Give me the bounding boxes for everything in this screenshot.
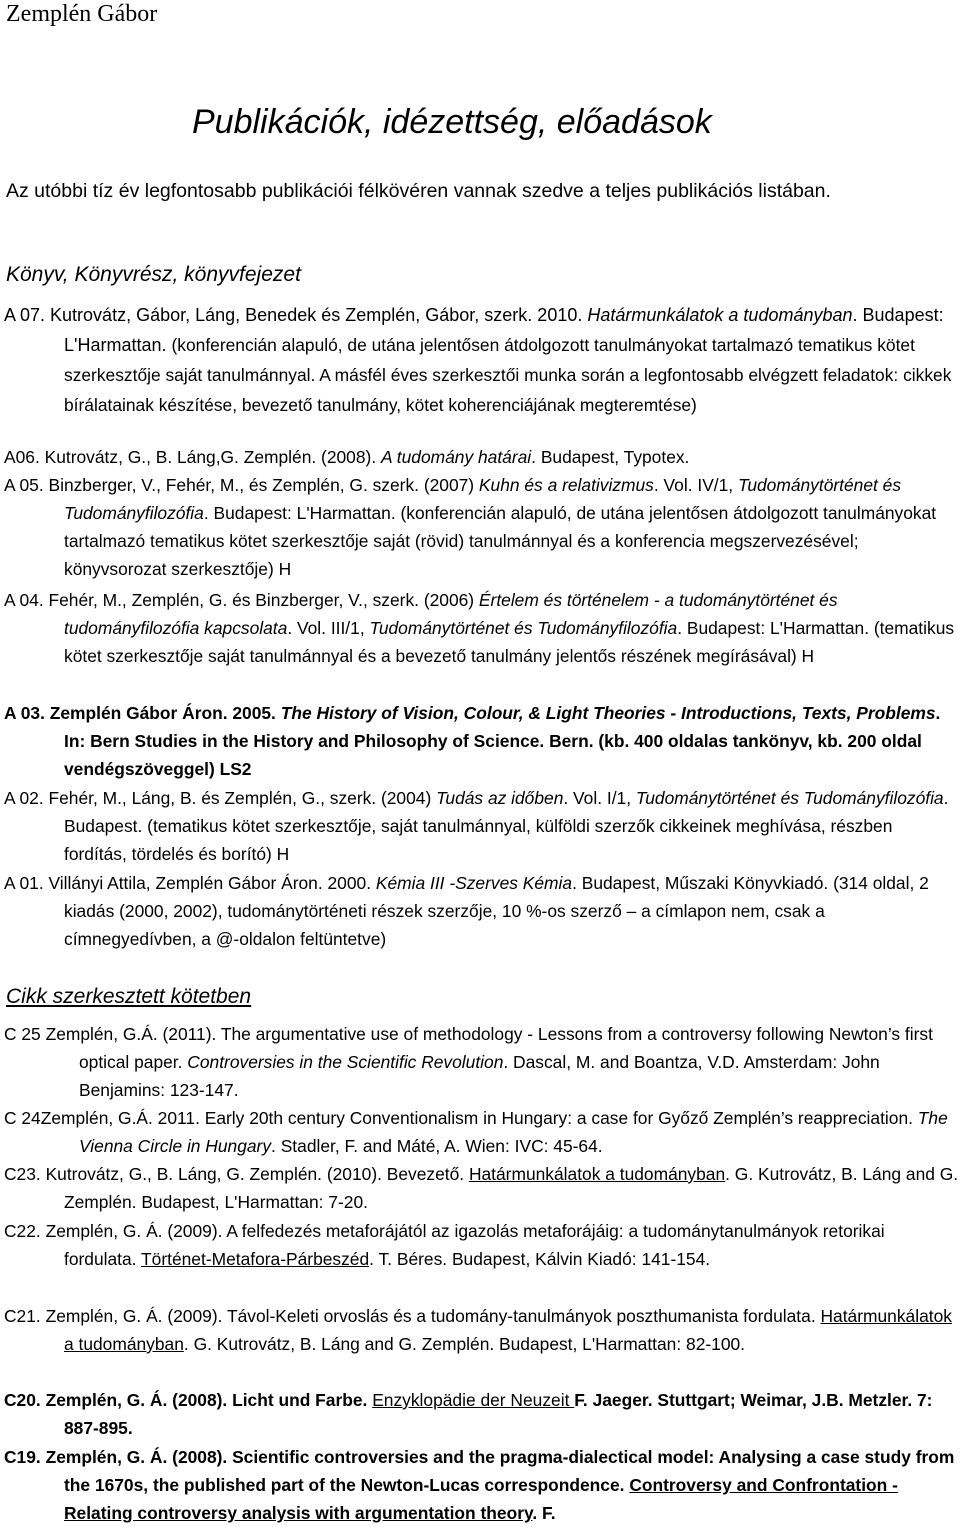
entry-text: . Budapest: L'Harmattan. — [64, 305, 944, 355]
entry-text: . Vol. IV/1, — [653, 475, 738, 495]
entry-text: A 05. Binzberger, V., Fehér, M., és Zemplén, G. szerk. (2007) — [4, 475, 479, 495]
entry-text: A 03. Zemplén Gábor Áron. 2005. — [4, 703, 281, 723]
entry-title: The History of Vision, Colour, & Light Theories - Introductions, Texts, Problems — [280, 703, 936, 723]
entry-book-link: Határmunkálatok a tudományban — [468, 1164, 726, 1184]
entry-text: A06. Kutrovátz, G., B. Láng,G. Zemplén. (2008). — [4, 447, 381, 467]
entry-book-link: Controversy and Confrontation - Relating controversy analysis with argumentation theory — [64, 1475, 898, 1523]
entry-text: . F. — [532, 1503, 556, 1523]
entry-series: Tudománytörténet és Tudományfilozófia — [369, 618, 678, 638]
entry-pages: : 141-154. — [631, 1249, 711, 1269]
entry-text: A 02. Fehér, M., Láng, B. és Zemplén, G., szerk. (2004) — [4, 788, 437, 808]
intro-paragraph: Az utóbbi tíz év legfontosabb publikációi félkövéren vannak szedve a teljes publikációs listában. — [6, 180, 831, 202]
entry-title: Határmunkálatok a tudományban — [587, 305, 853, 325]
entry-text: C22. Zemplén, G. Á. (2009). A felfedezés metaforájától az igazolás metaforájáig: a tudománytanulmányok retorikai fordulata. — [4, 1221, 885, 1269]
publication-entry-a06 — [4, 443, 959, 471]
publication-entry-c25 — [4, 1020, 959, 1104]
entry-text: C20. Zemplén, G. Á. (2008). Licht und Farbe. — [4, 1390, 373, 1410]
publication-entry-c22 — [4, 1217, 959, 1273]
publication-entry-c24 — [4, 1104, 959, 1160]
entry-text: . Budapest: L'Harmattan. (tematikus kötet szerkesztője saját tanulmánnyal és a bevezető tanulmány jelentős részének megírásával) H — [64, 618, 955, 666]
publication-entry-c23 — [4, 1160, 959, 1216]
entry-pages: : 123-147. — [160, 1080, 239, 1100]
publication-entry-a05 — [4, 471, 959, 583]
entry-text: . Budapest: L'Harmattan. (konferencián alapuló, de utána jelentősen átdolgozott tanulmányokat tartalmazó tematikus kötet szerkesztője saját (rövid) tanulmánnyal és a konferencia megszervezésével; könyvsorozat szerkesztője) H — [64, 503, 937, 579]
entry-text: F. Jaeger. Stuttgart; Weimar, J.B. Metzler. 7: 887-895. — [64, 1390, 933, 1438]
entry-text: . Vol. III/1, — [287, 618, 370, 638]
entry-text: C23. Kutrovátz, G., B. Láng, G. Zemplén. (2010). Bevezető. — [4, 1164, 469, 1184]
publication-entry-a07 — [4, 301, 959, 421]
entry-pages: : 7-20. — [318, 1192, 368, 1212]
publication-entry-a01 — [4, 869, 959, 953]
entry-text: . Stadler, F. and Máté, A. Wien: IVC — [271, 1136, 544, 1156]
publication-entry-c21 — [4, 1302, 959, 1358]
entry-title: A tudomány határai — [380, 447, 532, 467]
publication-entry-a04 — [4, 586, 959, 670]
publication-entry-a03 — [4, 699, 959, 783]
entry-note: (konferencián alapuló, de utána jelentősen átdolgozott tanulmányokat tartalmazó tematikus kötet szerkesztője saját tanulmánnyal. A másfél éves szerkesztői munka során a legfontosabb elvégzett feladatok: cikkek bírálatainak készítése, bevezető tanulmány, kötet koherenciájának megteremtése) — [64, 335, 952, 415]
publication-entry-c20 — [4, 1386, 959, 1442]
entry-text: A 01. Villányi Attila, Zemplén Gábor Áron. 2000. — [4, 873, 376, 893]
entry-book-link: Történet-Metafora-Párbeszéd — [141, 1249, 370, 1269]
entry-book-link: Enzyklopädie der Neuzeit — [372, 1390, 575, 1410]
entry-title: Kémia III -Szerves Kémia — [375, 873, 573, 893]
section-heading-books: Könyv, Könyvrész, könyvfejezet — [6, 263, 301, 286]
entry-title: Értelem és történelem - a tudománytörténet és tudományfilozófia kapcsolata — [64, 590, 838, 638]
entry-series: Tudománytörténet és Tudományfilozófia — [635, 788, 944, 808]
entry-pages: : 82-100. — [676, 1334, 746, 1354]
entry-text: . T. Béres. Budapest, Kálvin Kiadó — [369, 1249, 632, 1269]
entry-text: C 25 Zemplén, G.Á. (2011). The argumentative use of methodology - Lessons from a controversy following Newton’s first optical paper. — [4, 1024, 933, 1072]
entry-text: . G. Kutrovátz, B. Láng and G. Zemplén. Budapest, L'Harmattan — [183, 1334, 677, 1354]
entry-text: A 07. Kutrovátz, Gábor, Láng, Benedek és Zemplén, Gábor, szerk. 2010. — [4, 305, 588, 325]
header-author: Zemplén Gábor — [6, 1, 158, 27]
entry-text: A 04. Fehér, M., Zemplén, G. és Binzberger, V., szerk. (2006) — [4, 590, 479, 610]
entry-text: . Vol. I/1, — [563, 788, 636, 808]
publication-entry-a02 — [4, 784, 959, 868]
entry-text: C21. Zemplén, G. Á. (2009). Távol-Keleti orvoslás és a tudomány-tanulmányok poszthumanista fordulata. — [4, 1306, 821, 1326]
entry-text: C 24Zemplén, G.Á. 2011. Early 20th century Conventionalism in Hungary: a case for Győző Zemplén’s reappreciation. — [4, 1108, 918, 1128]
entry-text: . Budapest. (tematikus kötet szerkesztője, saját tanulmánnyal, külföldi szerzők cikkeinek meghívása, részben fordítás, tördelés és borító) H — [64, 788, 949, 864]
entry-book-link: Határmunkálatok a tudományban — [64, 1306, 952, 1354]
publication-entry-c19 — [4, 1443, 959, 1527]
entry-title: The Vienna Circle in Hungary — [79, 1108, 948, 1156]
entry-text: C19. Zemplén, G. Á. (2008). Scientific controversies and the pragma-dialectical model: Analysing a case study from the 1670s, the published part of the Newton-Lucas correspondence. — [4, 1447, 955, 1495]
entry-title: Kuhn és a relativizmus — [478, 475, 654, 495]
entry-series: Tudománytörténet és Tudományfilozófia — [64, 475, 902, 523]
entry-text: . Budapest, Typotex. — [531, 447, 690, 467]
entry-title: Tudás az időben — [436, 788, 564, 808]
entry-text: . In: Bern Studies in the History and Philosophy of Science. Bern. (kb. 400 oldalas tankönyv, kb. 200 oldal vendégszöveggel) LS2 — [64, 703, 941, 779]
entry-title: Controversies in the Scientific Revolution — [187, 1052, 504, 1072]
entry-text: . Budapest, Műszaki Könyvkiadó. (314 oldal, 2 kiadás (2000, 2002), tudománytörténeti részek szerzője, 10 %-os szerző – a címlapon nem, csak a címnegyedívben, a @-oldalon feltüntetve) — [64, 873, 929, 949]
entry-text: . G. Kutrovátz, B. Láng and G. Zemplén. Budapest, L'Harmattan — [64, 1164, 959, 1212]
entry-pages: : 45-64. — [543, 1136, 603, 1156]
page-title: Publikációk, idézettség, előadások — [192, 103, 712, 141]
entry-text: . Dascal, M. and Boantza, V.D. Amsterdam: John Benjamins — [79, 1052, 880, 1100]
section-heading-articles: Cikk szerkesztett kötetben — [6, 985, 252, 1008]
